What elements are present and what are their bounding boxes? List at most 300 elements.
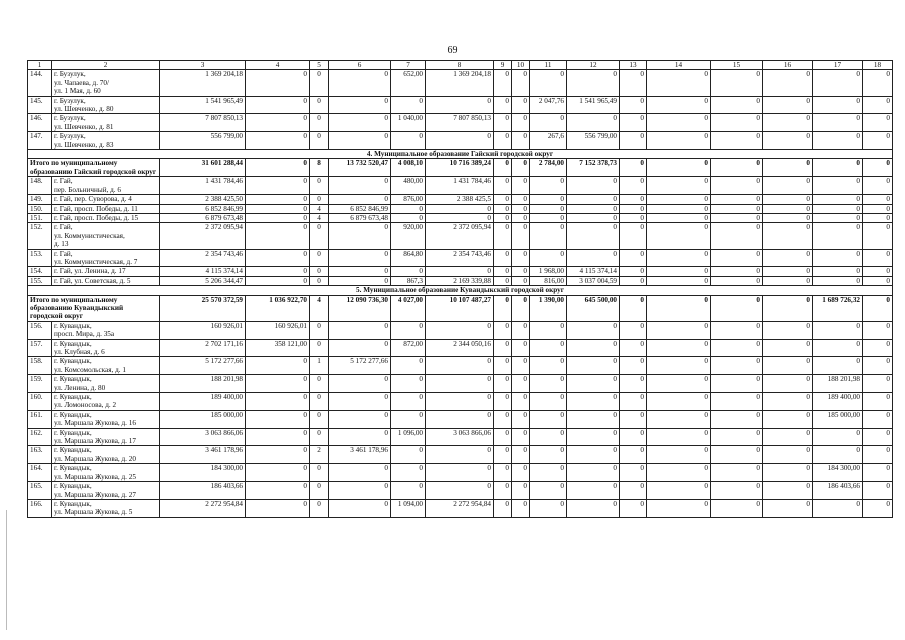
table-cell: 7 807 850,13 — [160, 114, 246, 132]
table-cell: 10 716 389,24 — [426, 159, 494, 177]
table-cell: 0 — [246, 446, 310, 464]
table-cell: 816,00 — [530, 276, 567, 285]
row-number: 159. — [28, 375, 52, 393]
address-cell: г. Кувандык, ул. Маршала Жукова, д. 25 — [52, 464, 160, 482]
table-cell: 0 — [620, 393, 647, 411]
table-cell: 0 — [329, 276, 391, 285]
table-row — [28, 96, 893, 114]
table-cell: 0 — [494, 482, 512, 500]
table-cell: 0 — [426, 464, 494, 482]
table-cell: 0 — [620, 295, 647, 321]
table-cell: 0 — [567, 410, 620, 428]
table-cell: 0 — [530, 70, 567, 96]
table-cell: 0 — [494, 223, 512, 249]
table-cell: 0 — [567, 464, 620, 482]
table-cell: 0 — [647, 70, 711, 96]
table-cell: 0 — [391, 482, 426, 500]
table-cell: 0 — [530, 428, 567, 446]
table-cell: 0 — [647, 446, 711, 464]
table-cell: 0 — [391, 375, 426, 393]
table-cell: 0 — [763, 213, 813, 222]
table-cell: 1 040,00 — [391, 114, 426, 132]
table-cell: 0 — [391, 464, 426, 482]
table-cell: 1 369 204,18 — [160, 70, 246, 96]
table-cell: 0 — [863, 321, 893, 339]
table-cell: 0 — [310, 223, 329, 249]
table-cell: 267,6 — [530, 132, 567, 150]
address-cell: г. Гай, ул. Коммунистическая, д. 7 — [52, 249, 160, 267]
table-cell: 0 — [329, 249, 391, 267]
row-number: 144. — [28, 70, 52, 96]
table-cell: 2 388 425,50 — [160, 195, 246, 204]
table-cell: 0 — [329, 464, 391, 482]
table-cell: 0 — [329, 499, 391, 517]
table-cell: 7 807 850,13 — [426, 114, 494, 132]
table-cell: 0 — [763, 321, 813, 339]
table-cell: 0 — [863, 204, 893, 213]
row-number: 153. — [28, 249, 52, 267]
table-cell: 0 — [494, 321, 512, 339]
total-row — [28, 295, 893, 321]
total-label: Итого по муниципальному образованию Гайский городской округ — [28, 159, 160, 177]
table-cell: 0 — [246, 276, 310, 285]
row-number: 164. — [28, 464, 52, 482]
table-cell: 0 — [863, 132, 893, 150]
table-row — [28, 482, 893, 500]
table-cell: 864,80 — [391, 249, 426, 267]
table-row — [28, 276, 893, 285]
table-cell: 0 — [494, 132, 512, 150]
table-cell: 0 — [813, 132, 863, 150]
table-cell: 0 — [494, 357, 512, 375]
row-number: 150. — [28, 204, 52, 213]
address-cell: г. Кувандык, ул. Клубная, д. 6 — [52, 339, 160, 357]
row-number: 147. — [28, 132, 52, 150]
table-cell: 0 — [863, 482, 893, 500]
table-cell: 188 201,98 — [160, 375, 246, 393]
table-cell: 0 — [310, 339, 329, 357]
table-cell: 0 — [246, 177, 310, 195]
table-cell: 0 — [567, 446, 620, 464]
table-cell: 556 799,00 — [160, 132, 246, 150]
table-cell: 0 — [647, 249, 711, 267]
header-cell: 18 — [863, 61, 893, 70]
table-cell: 0 — [863, 339, 893, 357]
table-cell: 0 — [246, 249, 310, 267]
table-cell: 0 — [711, 375, 763, 393]
table-cell: 0 — [647, 159, 711, 177]
table-row — [28, 410, 893, 428]
table-cell: 1 431 784,46 — [160, 177, 246, 195]
table-cell: 480,00 — [391, 177, 426, 195]
table-cell: 0 — [426, 393, 494, 411]
table-cell: 0 — [711, 195, 763, 204]
header-cell: 5 — [310, 61, 329, 70]
table-cell: 0 — [512, 499, 530, 517]
row-number: 155. — [28, 276, 52, 285]
table-cell: 0 — [246, 464, 310, 482]
table-cell: 0 — [512, 132, 530, 150]
table-cell: 0 — [863, 464, 893, 482]
table-cell: 0 — [512, 428, 530, 446]
table-cell: 872,00 — [391, 339, 426, 357]
address-cell: г. Кувандык, просп. Мира, д. 35а — [52, 321, 160, 339]
header-cell: 2 — [52, 61, 160, 70]
table-cell: 0 — [620, 132, 647, 150]
table-cell: 0 — [567, 321, 620, 339]
table-cell: 8 — [310, 159, 329, 177]
table-cell: 184 300,00 — [813, 464, 863, 482]
table-cell: 0 — [620, 357, 647, 375]
table-cell: 0 — [310, 114, 329, 132]
address-cell: г. Гай, просп. Победы, д. 15 — [52, 213, 160, 222]
table-cell: 0 — [567, 482, 620, 500]
table-cell: 0 — [494, 276, 512, 285]
table-cell: 0 — [813, 276, 863, 285]
address-cell: г. Кувандык, ул. Маршала Жукова, д. 17 — [52, 428, 160, 446]
table-cell: 0 — [620, 96, 647, 114]
table-cell: 0 — [329, 321, 391, 339]
table-cell: 0 — [763, 482, 813, 500]
table-cell: 0 — [711, 393, 763, 411]
row-number: 162. — [28, 428, 52, 446]
table-cell: 0 — [530, 393, 567, 411]
table-cell: 0 — [647, 177, 711, 195]
table-cell: 0 — [647, 213, 711, 222]
table-cell: 0 — [246, 213, 310, 222]
table-cell: 0 — [863, 499, 893, 517]
table-cell: 0 — [512, 114, 530, 132]
table-cell: 0 — [494, 159, 512, 177]
section-heading-row — [28, 150, 893, 159]
table-cell: 0 — [391, 96, 426, 114]
address-cell: г. Гай, ул. Коммунистическая, д. 13 — [52, 223, 160, 249]
table-cell: 0 — [863, 96, 893, 114]
table-cell: 0 — [620, 321, 647, 339]
table-cell: 0 — [863, 446, 893, 464]
table-cell: 0 — [863, 70, 893, 96]
table-cell: 0 — [329, 114, 391, 132]
table-cell: 0 — [494, 114, 512, 132]
table-cell: 0 — [647, 96, 711, 114]
table-cell: 0 — [863, 375, 893, 393]
header-cell: 4 — [246, 61, 310, 70]
table-cell: 0 — [512, 410, 530, 428]
table-cell: 0 — [494, 393, 512, 411]
table-cell: 0 — [530, 446, 567, 464]
table-cell: 0 — [763, 276, 813, 285]
table-cell: 0 — [763, 177, 813, 195]
table-cell: 0 — [426, 321, 494, 339]
table-cell: 4 — [310, 204, 329, 213]
table-cell: 556 799,00 — [567, 132, 620, 150]
table-cell: 0 — [763, 295, 813, 321]
table-cell: 0 — [863, 223, 893, 249]
table-cell: 188 201,98 — [813, 375, 863, 393]
row-number: 166. — [28, 499, 52, 517]
table-cell: 0 — [813, 339, 863, 357]
table-cell: 0 — [813, 177, 863, 195]
table-cell: 2 354 743,46 — [426, 249, 494, 267]
table-cell: 0 — [863, 114, 893, 132]
table-row — [28, 428, 893, 446]
table-cell: 0 — [329, 428, 391, 446]
table-cell: 0 — [494, 213, 512, 222]
table-cell: 0 — [813, 446, 863, 464]
table-cell: 0 — [813, 357, 863, 375]
table-cell: 0 — [246, 114, 310, 132]
table-cell: 0 — [567, 114, 620, 132]
header-cell: 1 — [28, 61, 52, 70]
header-cell: 9 — [494, 61, 512, 70]
table-cell: 0 — [647, 482, 711, 500]
table-cell: 0 — [494, 177, 512, 195]
table-cell: 0 — [863, 213, 893, 222]
table-row — [28, 267, 893, 276]
table-cell: 0 — [329, 339, 391, 357]
table-cell: 0 — [711, 446, 763, 464]
table-cell: 0 — [620, 446, 647, 464]
table-row — [28, 223, 893, 249]
table-cell: 0 — [863, 393, 893, 411]
table-row — [28, 195, 893, 204]
table-cell: 0 — [530, 410, 567, 428]
table-cell: 0 — [310, 195, 329, 204]
table-cell: 31 601 288,44 — [160, 159, 246, 177]
table-cell: 0 — [329, 482, 391, 500]
table-cell: 2 344 050,16 — [426, 339, 494, 357]
page-number: 69 — [447, 45, 458, 56]
table-cell: 0 — [494, 70, 512, 96]
table-cell: 0 — [530, 357, 567, 375]
table-cell: 0 — [246, 482, 310, 500]
table-cell: 1 096,00 — [391, 428, 426, 446]
table-cell: 0 — [863, 295, 893, 321]
row-number: 148. — [28, 177, 52, 195]
table-cell: 0 — [426, 267, 494, 276]
table-cell: 0 — [763, 159, 813, 177]
header-cell: 10 — [512, 61, 530, 70]
table-cell: 0 — [310, 499, 329, 517]
table-cell: 0 — [426, 204, 494, 213]
table-cell: 0 — [329, 223, 391, 249]
table-cell: 0 — [567, 177, 620, 195]
table-cell: 0 — [512, 393, 530, 411]
table-cell: 0 — [813, 114, 863, 132]
table-cell: 0 — [647, 499, 711, 517]
table-cell: 0 — [813, 204, 863, 213]
table-cell: 6 879 673,48 — [329, 213, 391, 222]
table-cell: 5 206 344,47 — [160, 276, 246, 285]
table-cell: 0 — [813, 321, 863, 339]
address-cell: г. Кувандык, ул. Маршала Жукова, д. 27 — [52, 482, 160, 500]
table-cell: 867,3 — [391, 276, 426, 285]
table-cell: 0 — [310, 177, 329, 195]
table-cell: 1 390,00 — [530, 295, 567, 321]
table-cell: 0 — [329, 96, 391, 114]
table-cell: 0 — [246, 428, 310, 446]
table-cell: 0 — [620, 70, 647, 96]
table-cell: 0 — [310, 428, 329, 446]
table-cell: 0 — [246, 375, 310, 393]
table-cell: 0 — [246, 267, 310, 276]
section-heading: 4. Муниципальное образование Гайский городской округ — [28, 150, 893, 159]
row-number: 165. — [28, 482, 52, 500]
table-cell: 0 — [763, 375, 813, 393]
table-cell: 0 — [512, 482, 530, 500]
table-cell: 0 — [813, 428, 863, 446]
table-cell: 0 — [711, 339, 763, 357]
table-cell: 0 — [863, 249, 893, 267]
table-cell: 0 — [494, 295, 512, 321]
table-cell: 0 — [711, 132, 763, 150]
table-cell: 0 — [391, 132, 426, 150]
table-cell: 0 — [512, 159, 530, 177]
address-cell: г. Кувандык, ул. Ломоносова, д. 2 — [52, 393, 160, 411]
table-cell: 0 — [494, 195, 512, 204]
table-cell: 0 — [647, 321, 711, 339]
table-row — [28, 339, 893, 357]
table-cell: 0 — [426, 446, 494, 464]
table-cell: 1 689 726,32 — [813, 295, 863, 321]
table-cell: 0 — [530, 213, 567, 222]
table-cell: 0 — [310, 132, 329, 150]
table-cell: 0 — [310, 267, 329, 276]
table-cell: 0 — [391, 267, 426, 276]
table-cell: 0 — [863, 428, 893, 446]
row-number: 154. — [28, 267, 52, 276]
table-cell: 0 — [647, 204, 711, 213]
address-cell: г. Гай, пер. Суворова, д. 4 — [52, 195, 160, 204]
header-cell: 6 — [329, 61, 391, 70]
header-cell: 14 — [647, 61, 711, 70]
table-cell: 0 — [512, 177, 530, 195]
table-row — [28, 375, 893, 393]
total-row — [28, 159, 893, 177]
table-cell: 0 — [246, 410, 310, 428]
table-cell: 0 — [494, 464, 512, 482]
table-cell: 3 037 004,59 — [567, 276, 620, 285]
table-cell: 0 — [711, 464, 763, 482]
table-cell: 0 — [711, 276, 763, 285]
table-cell: 0 — [494, 96, 512, 114]
table-cell: 0 — [494, 375, 512, 393]
table-cell: 0 — [647, 393, 711, 411]
table-cell: 0 — [246, 499, 310, 517]
row-number: 160. — [28, 393, 52, 411]
table-cell: 2 372 095,94 — [160, 223, 246, 249]
row-number: 158. — [28, 357, 52, 375]
table-cell: 0 — [620, 114, 647, 132]
table-cell: 7 152 378,73 — [567, 159, 620, 177]
address-cell: г. Кувандык, ул. Ленина, д. 80 — [52, 375, 160, 393]
table-cell: 0 — [512, 446, 530, 464]
table-cell: 0 — [494, 267, 512, 276]
table-cell: 0 — [512, 204, 530, 213]
table-cell: 0 — [763, 204, 813, 213]
table-cell: 0 — [620, 428, 647, 446]
table-row — [28, 132, 893, 150]
table-cell: 0 — [329, 177, 391, 195]
header-cell: 7 — [391, 61, 426, 70]
header-row — [28, 61, 893, 70]
table-cell: 0 — [711, 223, 763, 249]
table-cell: 0 — [530, 321, 567, 339]
table-cell: 1 036 922,70 — [246, 295, 310, 321]
table-cell: 0 — [567, 375, 620, 393]
table-cell: 0 — [763, 223, 813, 249]
table-cell: 2 388 425,5 — [426, 195, 494, 204]
table-cell: 358 121,00 — [246, 339, 310, 357]
table-cell: 0 — [494, 339, 512, 357]
table-cell: 0 — [763, 249, 813, 267]
table-cell: 0 — [620, 213, 647, 222]
table-cell: 4 027,00 — [391, 295, 426, 321]
address-cell: г. Гай, ул. Советская, д. 5 — [52, 276, 160, 285]
table-row — [28, 114, 893, 132]
address-cell: г. Кувандык, ул. Маршала Жукова, д. 20 — [52, 446, 160, 464]
table-cell: 1 — [310, 357, 329, 375]
table-cell: 0 — [391, 204, 426, 213]
table-cell: 0 — [763, 410, 813, 428]
section-heading-row — [28, 286, 893, 295]
table-row — [28, 249, 893, 267]
table-cell: 0 — [512, 249, 530, 267]
table-cell: 0 — [863, 276, 893, 285]
table-cell: 0 — [711, 177, 763, 195]
address-cell: г. Гай, просп. Победы, д. 11 — [52, 204, 160, 213]
table-cell: 0 — [246, 159, 310, 177]
table-cell: 0 — [426, 375, 494, 393]
table-cell: 0 — [512, 321, 530, 339]
table-cell: 0 — [620, 159, 647, 177]
table-cell: 0 — [246, 204, 310, 213]
table-cell: 4 — [310, 213, 329, 222]
table-cell: 0 — [512, 375, 530, 393]
table-cell: 0 — [512, 213, 530, 222]
table-cell: 0 — [310, 96, 329, 114]
table-cell: 0 — [530, 375, 567, 393]
table-cell: 12 090 736,30 — [329, 295, 391, 321]
row-number: 152. — [28, 223, 52, 249]
table-cell: 0 — [426, 410, 494, 428]
table-row — [28, 446, 893, 464]
table-cell: 6 879 673,48 — [160, 213, 246, 222]
address-cell: г. Гай, пер. Больничный, д. 6 — [52, 177, 160, 195]
table-cell: 0 — [512, 267, 530, 276]
row-number: 156. — [28, 321, 52, 339]
row-number: 151. — [28, 213, 52, 222]
table-cell: 185 000,00 — [160, 410, 246, 428]
table-row — [28, 357, 893, 375]
table-cell: 0 — [647, 357, 711, 375]
table-cell: 0 — [647, 339, 711, 357]
table-cell: 0 — [329, 195, 391, 204]
table-cell: 0 — [763, 393, 813, 411]
table-cell: 0 — [711, 482, 763, 500]
table-cell: 0 — [567, 195, 620, 204]
table-cell: 0 — [567, 357, 620, 375]
table-cell: 0 — [813, 96, 863, 114]
table-cell: 0 — [391, 410, 426, 428]
table-cell: 0 — [620, 267, 647, 276]
table-cell: 0 — [567, 393, 620, 411]
table-row — [28, 393, 893, 411]
table-cell: 0 — [310, 482, 329, 500]
table-cell: 160 926,01 — [246, 321, 310, 339]
address-cell: г. Бузулук, ул. Чапаева, д. 70/ ул. 1 Мая, д. 60 — [52, 70, 160, 96]
header-cell: 15 — [711, 61, 763, 70]
